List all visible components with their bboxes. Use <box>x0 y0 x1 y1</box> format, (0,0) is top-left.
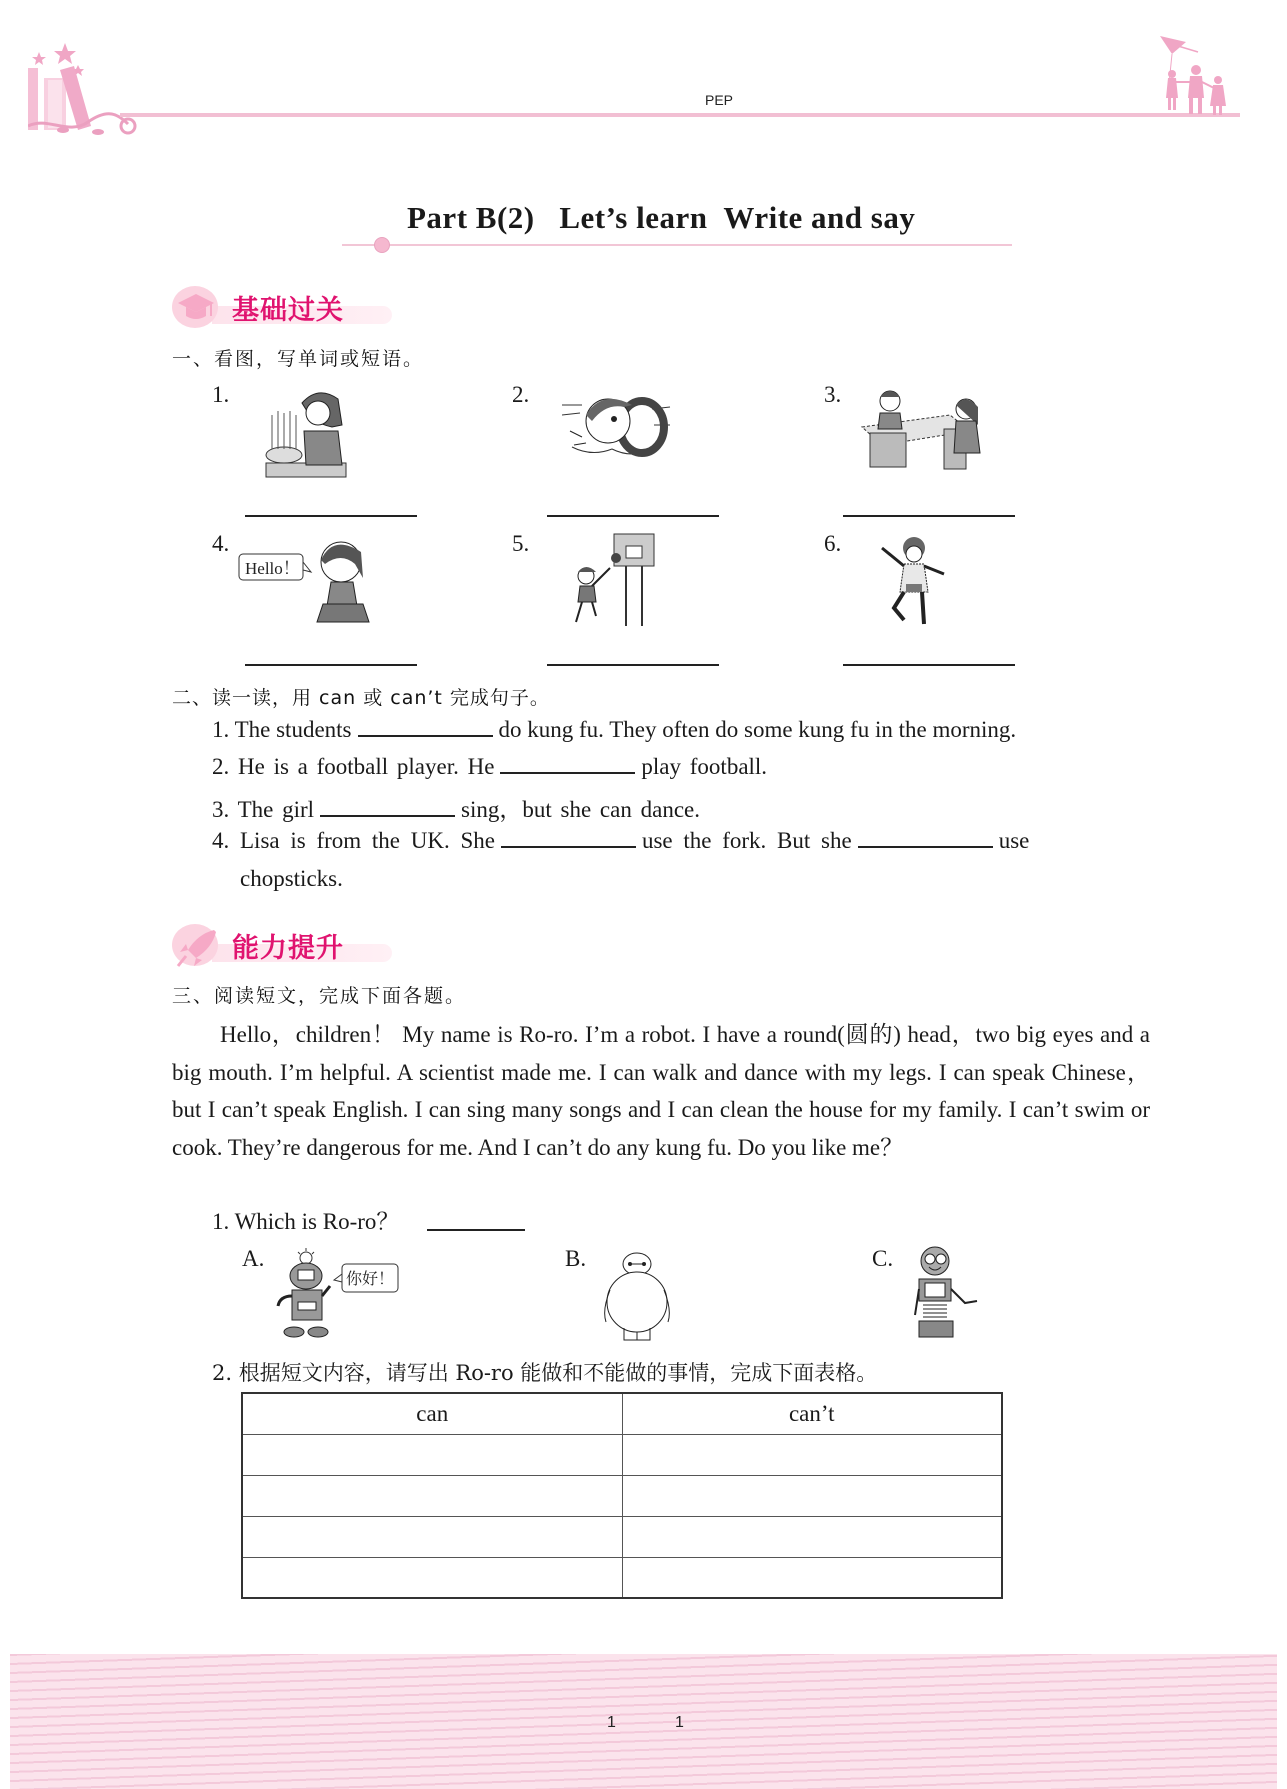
footer-wave-band <box>10 1654 1277 1789</box>
answer-blank[interactable] <box>501 830 636 848</box>
answer-blank[interactable] <box>358 719 493 737</box>
reading-passage: Hello，children！ My name is Ro-ro. I’m a robot. I have a round(圆的) head，two big eyes and a big mouth. I’m helpful. A scientist made me. I can walk and dance with my legs. I can speak Chinese，but I can’t speak English. I can sing many songs and I can clean the house for my family. I can’t swim or cook. They’re dangerous for me. And I can’t do any kung fu. Do you like me？ <box>172 1022 1150 1160</box>
answer-blank[interactable] <box>858 830 993 848</box>
item-number: 5. <box>512 531 530 556</box>
section-banner-basics <box>172 284 402 330</box>
table-cell-can[interactable] <box>242 1434 622 1475</box>
exercise1-instruction: 一、看图，写单词或短语。 <box>172 348 425 370</box>
item-number: 4. <box>212 531 230 556</box>
answer-blank[interactable] <box>547 515 719 517</box>
table-cell-cant[interactable] <box>622 1475 1002 1516</box>
graduation-cap-icon <box>176 290 216 324</box>
answer-blank[interactable] <box>245 515 417 517</box>
answer-blank[interactable] <box>427 1229 525 1231</box>
boy-swimming-picture-icon <box>562 385 672 472</box>
answer-blank[interactable] <box>500 756 635 774</box>
kids-ping-pong-picture-icon <box>860 385 990 480</box>
sentence-4-continuation: chopsticks. <box>240 866 343 891</box>
item-number: 3. <box>824 382 842 407</box>
section-banner-advanced <box>172 922 402 968</box>
table-row <box>242 1557 1002 1598</box>
title-dot-icon <box>374 237 390 253</box>
option-c-label: C. <box>872 1246 894 1271</box>
table-cell-cant[interactable] <box>622 1557 1002 1598</box>
sentence-2: 2. He is a football player. He play football. <box>212 754 768 779</box>
answer-blank[interactable] <box>843 664 1015 666</box>
exercise2-instruction: 二、读一读，用 can 或 can’t 完成句子。 <box>172 687 550 709</box>
header-rule <box>120 113 1240 117</box>
table-cell-can[interactable] <box>242 1475 622 1516</box>
option-b-robot-picture-icon[interactable] <box>600 1250 675 1347</box>
girl-cooking-picture-icon <box>262 385 362 485</box>
table-cell-can[interactable] <box>242 1516 622 1557</box>
page-number-left: 1 <box>607 1714 616 1731</box>
option-a-robot-picture-icon[interactable] <box>272 1248 412 1345</box>
exercise3-instruction: 三、阅读短文，完成下面各题。 <box>172 985 467 1007</box>
banner-label: 基础过关 <box>232 295 344 326</box>
option-b-label: B. <box>565 1246 587 1271</box>
table-header-can: can <box>242 1393 622 1434</box>
table-row <box>242 1516 1002 1557</box>
question-1: 1. Which is Ro-ro？ <box>212 1209 400 1234</box>
item-number: 1. <box>212 382 230 407</box>
table-header-cant: can’t <box>622 1393 1002 1434</box>
item-number: 2. <box>512 382 530 407</box>
title-underline <box>342 244 1012 246</box>
sentence-3: 3. The girl sing，but she can dance. <box>212 797 700 822</box>
answer-blank[interactable] <box>320 799 455 817</box>
kids-kite-silhouette-icon <box>1158 36 1244 118</box>
page-number-right: 1 <box>675 1714 684 1731</box>
option-c-robot-picture-icon[interactable] <box>905 1245 985 1345</box>
speech-bubble-text: 你好！ <box>346 1269 395 1288</box>
banner-label: 能力提升 <box>232 933 344 964</box>
boy-kung-fu-picture-icon <box>878 534 950 635</box>
option-a-label: A. <box>242 1246 265 1271</box>
sentence-4: 4. Lisa is from the UK. She use the fork. But she use <box>212 828 1030 853</box>
answer-blank[interactable] <box>245 664 417 666</box>
sentence-1: 1. The students do kung fu. They often do some kung fu in the morning. <box>212 717 1017 742</box>
table-row <box>242 1475 1002 1516</box>
speech-bubble-text: Hello！ <box>245 559 300 578</box>
table-row <box>242 1434 1002 1475</box>
page-title: Part B(2) Let’s learn Write and say <box>407 200 916 235</box>
question-2: 2. 根据短文内容，请写出 Ro-ro 能做和不能做的事情，完成下面表格。 <box>212 1361 878 1385</box>
girl-hello-picture-icon <box>237 534 387 635</box>
table-cell-can[interactable] <box>242 1557 622 1598</box>
rocket-icon <box>176 928 220 968</box>
boy-basketball-picture-icon <box>570 532 660 633</box>
answer-blank[interactable] <box>843 515 1015 517</box>
table-cell-cant[interactable] <box>622 1516 1002 1557</box>
series-label: PEP <box>705 92 734 108</box>
table-cell-cant[interactable] <box>622 1434 1002 1475</box>
books-stars-logo-icon <box>28 18 153 136</box>
can-cant-table <box>241 1392 1003 1599</box>
answer-blank[interactable] <box>547 664 719 666</box>
item-number: 6. <box>824 531 842 556</box>
